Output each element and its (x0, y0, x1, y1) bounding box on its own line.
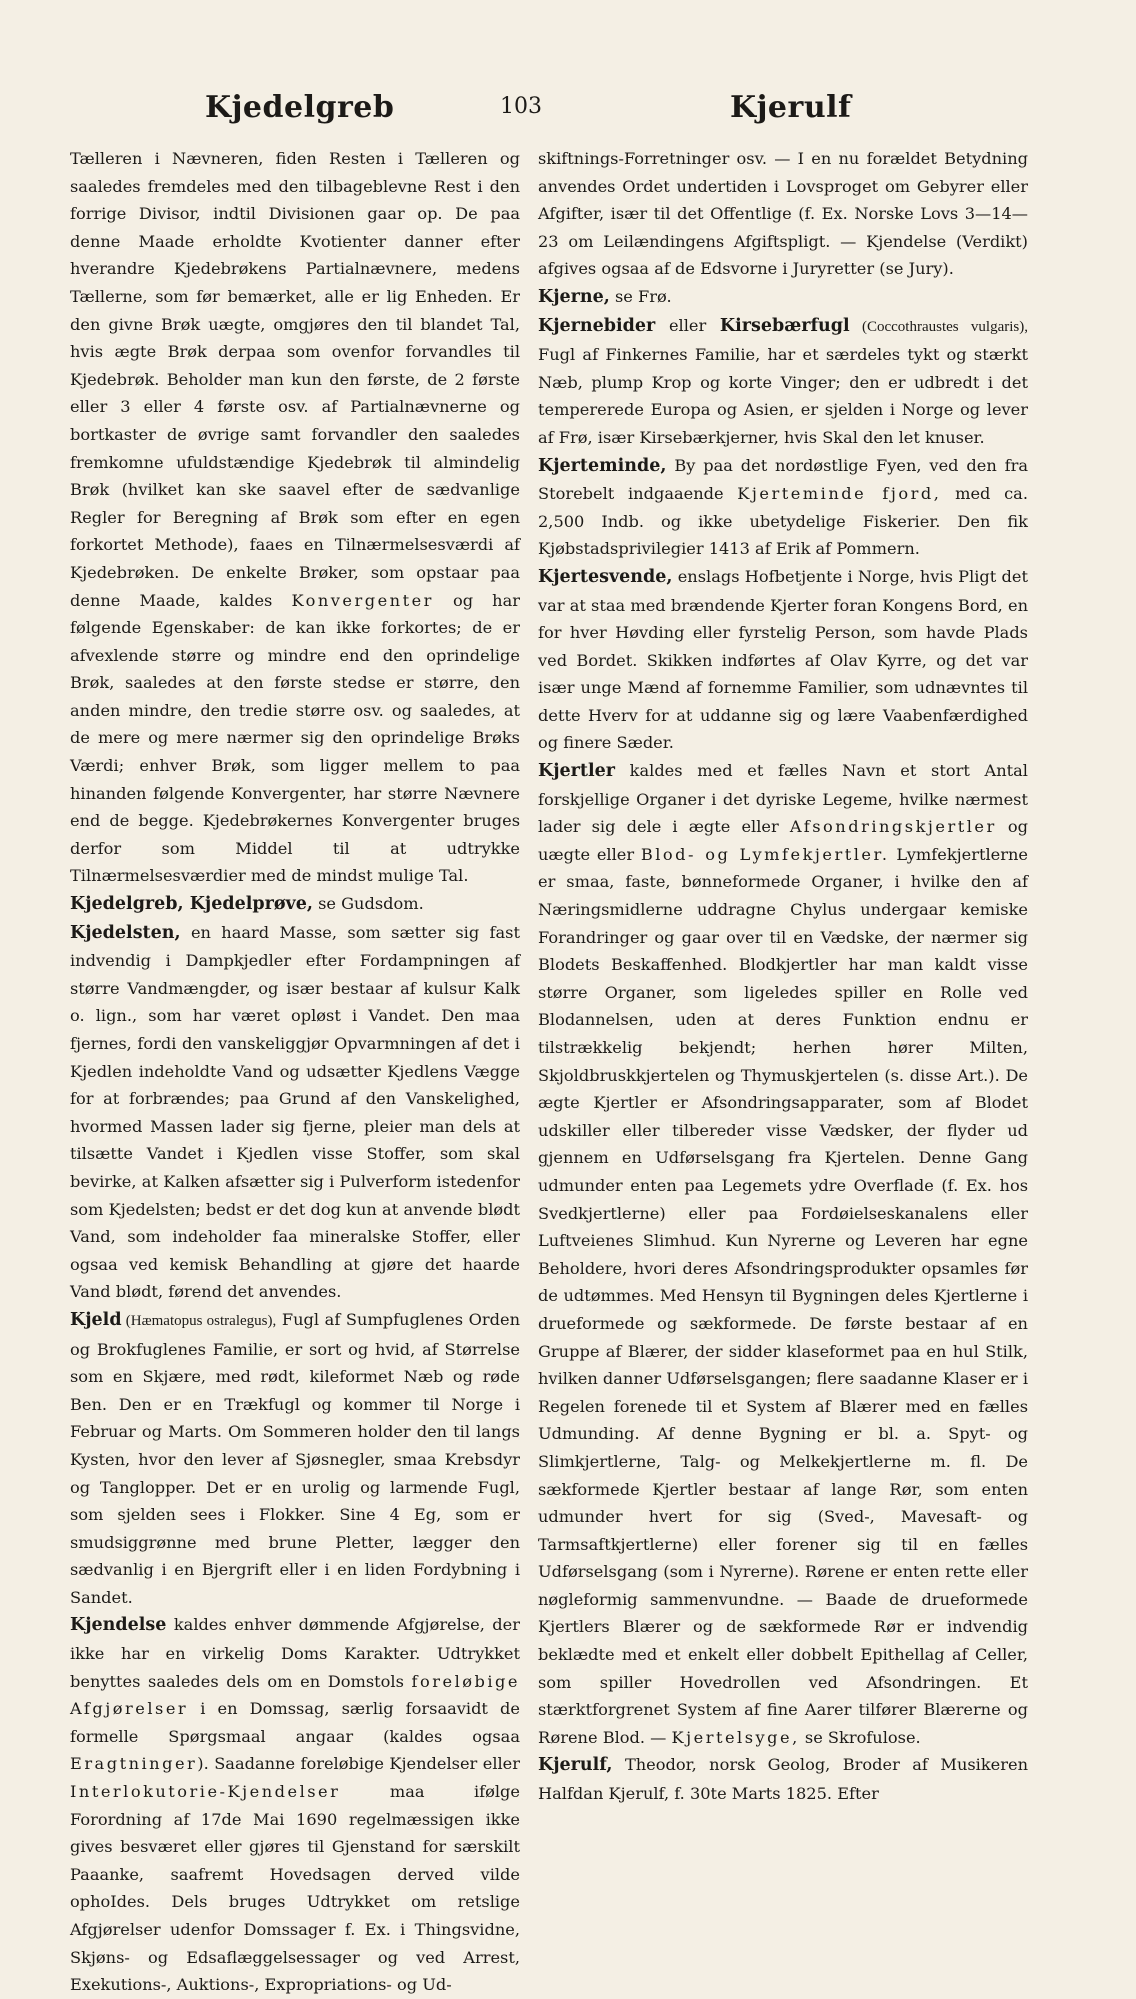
headword: Kjerteminde, (538, 455, 667, 476)
entry-kjendelse: Kjendelse kaldes enhver dømmende Afgjørelse, der ikke har en virkelig Doms Karakter. Udtrykket benyttes saaledes dels om en Domstols foreløbige Afgjørelser i en Domssag, særlig forsaavidt de formelle Spørgsmaal angaar (kaldes ogsaa Eragtninger). Saadanne foreløbige Kjendelser eller Interlokutorie-Kjendelser maa ifølge Forordning af 17de Mai 1690 regelmæssigen ikke gives besværet eller gjøres til Gjenstand for særskilt Paaanke, saafremt Hovedsagen derved vilde ophoIdes. Dels bruges Udtrykket om retslige Afgjørelser udenfor Domssager f. Ex. i Thingsvidne, Skjøns- og Edsaflæggelsessager og ved Arrest, Exekutions-, Auktions-, Expropriations- og Ud- (70, 1615, 520, 1995)
headword: Kjertler (538, 761, 615, 782)
headword: Kjedelgreb, Kjedelprøve, (70, 894, 313, 915)
entry-kjertler: Kjertler kaldes med et fælles Navn et stort Antal forskjellige Organer i det dyriske Legeme, hvilke nærmest lader sig dele i ægte eller Afsondringskjertler og uægte eller Blod- og Lymfekjertler. Lymfekjertlerne er smaa, faste, bønneformede Organer, i hvilke den af Næringsmidlerne uddragne Chylus undergaar kemiske Forandringer og gaar over til en Vædske, der nærmer sig Blodets Beskaffenhed. Blodkjertler har man kaldt visse større Organer, som ligeledes spiller en Rolle ved Blodannelsen, uden at deres Funktion endnu er tilstrækkelig bekjendt; herhen hører Milten, Skjoldbruskkjertelen og Thymuskjertelen (s. disse Art.). De ægte Kjertler er Afsondringsapparater, som af Blodet udskiller eller tilbereder visse Vædsker, der flyder ud gjennem en Udførselsgang fra Kjertelen. Denne Gang udmunder enten paa Legemets ydre Overflade (f. Ex. hos Svedkjertlerne) eller paa Fordøielseskanalens eller Luftveienes Slimhud. Kun Nyrerne og Leveren har egne Beholdere, hvori deres Afsondringsprodukter opsamles før de udtømmes. Med Hensyn til Bygningen deles Kjertlerne i drueformede og sækformede. De første bestaar af en Gruppe af Blærer, der sidder klaseformet paa en hul Stilk, hvilken danner Udførselsgangen; flere saadanne Klaser er i Regelen forenede til et System af Blærer med en fælles Udmunding. Af denne Bygning er bl. a. Spyt- og Slimkjertlerne, Talg- og Melkekjertlerne m. fl. De sækformede Kjertler bestaar af lange Rør, som enten udmunder hvert for sig (Sved-, Mavesaft- og Tarmsaftkjertlerne) eller forener sig til en fælles Udførselsgang (som i Nyrerne). Rørene er enten rette eller nøgleformig sammenvundne. — Baade de drueformede Kjertlers Blærer og de sækformede Rør er indvendig beklædte med et enkelt eller dobbelt Epithellag af Celler, som spiller Hovedrollen ved Afsondringen. Et stærktforgrenet System af fine Aarer tilfører Blærerne og Rørene Blod. — Kjertelsyge, se Skrofulose. (538, 761, 1029, 1747)
entry-continuation: skiftnings-Forretninger osv. — I en nu forældet Betydning anvendes Ordet undertiden i Lovsproget om Gebyrer eller Afgifter, især til det Offentlige (f. Ex. Norske Lovs 3—14—23 om Leilændingens Afgiftspligt. — Kjendelse (Verdikt) afgives ogsaa af de Edsvorne i Juryretter (se Jury). (538, 149, 1028, 279)
entry-kjerulf: Kjerulf, Theodor, norsk Geolog, Broder af Musikeren Halfdan Kjerulf, f. 30te Marts 1825. Efter (538, 1755, 1028, 1804)
headword: Kjernebider (538, 315, 656, 336)
headword: Kjedelsten, (70, 922, 181, 943)
entry-kjedelsten: Kjedelsten, en haard Masse, som sætter sig fast indvendig i Dampkjedler efter Fordampningen af større Vandmængder, og især bestaar af kulsur Kalk o. lign., som har været opløst i Vandet. Den maa fjernes, fordi den vanskeliggjør Opvarmningen af det i Kjedlen indeholdte Vand og udsætter Kjedlens Vægge for at forbrændes; paa Grund af den Vanskelighed, hvormed Massen lader sig fjerne, pleier man dels at tilsætte Vandet i Kjedlen visse Stoffer, som skal bevirke, at Kalken afsætter sig i Pulverform istedenfor som Kjedelsten; bedst er det dog kun at anvende blødt Vand, som indeholder faa mineralske Stoffer, eller ogsaa ved kemisk Behandling at gjøre det haarde Vand blødt, førend det anvendes. (70, 922, 520, 1302)
entry-kjeld: Kjeld (Hæmatopus ostralegus), Fugl af Sumpfuglenes Orden og Brokfuglenes Familie, er sort og hvid, af Størrelse som en Skjære, med rødt, kileformet Næb og røde Ben. Den er en Trækfugl og kommer til Norge i Februar og Marts. Om Sommeren holder den til langs Kysten, hvor den lever af Sjøsnegler, smaa Krebsdyr og Tanglopper. Det er en urolig og larmende Fugl, som sjelden sees i Flokker. Sine 4 Eg, som er smudsiggrønne med brune Pletter, lægger den sædvanlig i en Bjergrift eller i en liden Fordybning i Sandet. (70, 1309, 520, 1607)
entry-kjerne: Kjerne, se Frø. (538, 286, 672, 307)
header-right-word: Kjerulf (730, 90, 852, 125)
headword: Kjendelse (70, 1615, 167, 1636)
headword: Kjeld (70, 1309, 122, 1330)
headword: Kjerulf, (538, 1755, 613, 1776)
headword: Kjertesvende, (538, 566, 673, 587)
entry-kjertesvende: Kjertesvende, enslags Hofbetjente i Norge, hvis Pligt det var at staa med brændende Kjerter foran Kongens Bord, en for hver Høvding eller fyrstelig Person, som havde Plads ved Bordet. Skikken indførtes af Olav Kyrre, og det var især unge Mænd af fornemme Familier, som udnævntes til dette Hverv for at uddanne sig og lære Vaabenfærdighed og finere Sæder. (538, 566, 1028, 753)
entry-kjedelgreb: Kjedelgreb, Kjedelprøve, se Gudsdom. (70, 894, 424, 915)
header-left-word: Kjedelgreb (205, 90, 395, 125)
headword: Kirsebærfugl (719, 315, 850, 336)
headword: Kjerne, (538, 286, 610, 307)
entry-continuation: Tælleren i Nævneren, fiden Resten i Tælleren og saaledes fremdeles med den tilbageblevne Rest i den forrige Divisor, indtil Divisionen gaar op. De paa denne Maade erholdte Kvotienter danner efter hverandre Kjedebrøkens Partialnævnere, medens Tællerne, som før bemærket, alle er lig Enheden. Er den givne Brøk uægte, omgjøres den til blandet Tal, hvis ægte Brøk derpaa som ovenfor forvandles til Kjedebrøk. Beholder man kun den første, de 2 første eller 3 eller 4 første osv. af Partialnævnerne og bortkaster de øvrige samt forvandler den saaledes fremkomne ufuldstændige Kjedebrøk til almindelig Brøk (hvilket kan ske saavel efter de sædvanlige Regler for Beregning af Brøk som efter en egen forkortet Methode), faaes en Tilnærmelsesværdi af Kjedebrøken. De enkelte Brøker, som opstaar paa denne Maade, kaldes Konvergenter og har følgende Egenskaber: de kan ikke forkortes; de er afvexlende større og mindre end den oprindelige Brøk, saaledes at den første stedse er større, den anden mindre, den tredie større osv. og saaledes, at de mere og mere nærmer sig den oprindelige Brøks Værdi; enhver Brøk, som ligger mellem to paa hinanden følgende Konvergenter, har større Nævnere end de begge. Kjedebrøkernes Konvergenter bruges derfor som Middel til at udtrykke Tilnærmelsesværdier med de mindst mulige Tal. (70, 149, 520, 886)
entry-kjernebider: Kjernebider eller Kirsebærfugl (Coccothraustes vulgaris), Fugl af Finkernes Familie, har et særdeles tykt og stærkt Næb, plump Krop og korte Vinger; den er udbredt i det tempererede Europa og Asien, er sjelden i Norge og lever af Frø, især Kirsebærkjerner, hvis Skal den let knuser. (538, 315, 1028, 447)
entry-kjerteminde: Kjerteminde, By paa det nordøstlige Fyen, ved den fra Storebelt indgaaende Kjerteminde fjord, med ca. 2,500 Indb. og ikke ubetydelige Fiskerier. Den fik Kjøbstadsprivilegier 1413 af Erik af Pommern. (538, 455, 1028, 559)
running-head (0, 90, 1136, 134)
page-number: 103 (500, 94, 542, 119)
right-column (538, 145, 1028, 1808)
left-column (70, 145, 520, 1999)
